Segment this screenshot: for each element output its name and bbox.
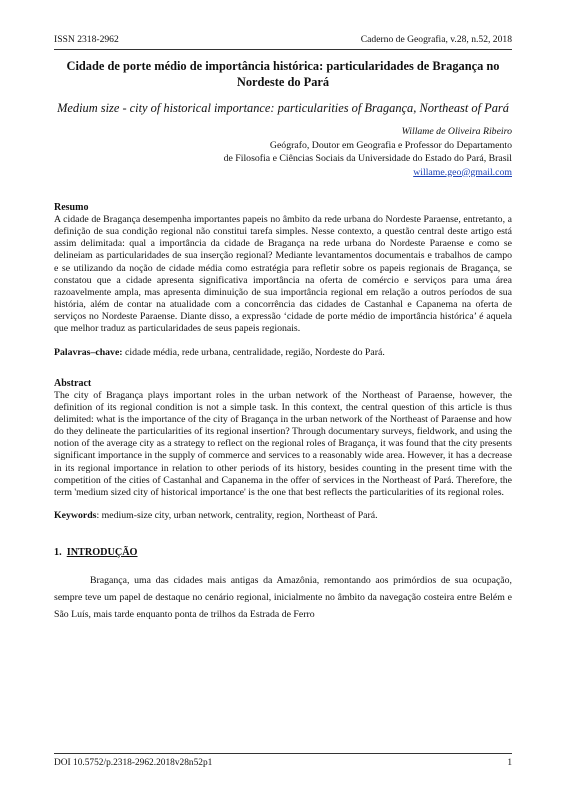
abstract-heading: Abstract (54, 377, 92, 389)
resumo-heading: Resumo (54, 202, 89, 213)
page-number: 1 (507, 758, 512, 768)
keywords (54, 510, 512, 522)
intro-title: INTRODUÇÃO (66, 546, 138, 558)
paper-title: Cidade de porte médio de importância histórica: particularidades de Bragança no Nordeste do Pará (66, 59, 500, 89)
abstract-text: The city of Bragança plays important roles in the urban network of the Northeast of Paraense, however, the definition of its regional condition is not a simple task. In this context, the central question of this article is thus delimited: what is the importance of the city of Bragança in the urban network of the Northeast of Paraense and how do they delineate the particularities of its regional insertion? Through documentary surveys, fieldwork, and using the notion of the average city as a strategy to reflect on the regional roles of Bragança, it was found that the city presents significant importance in the supply of commerce and services to a reasonably wide area. However, it has a decrease in its regional importance in relation to other periods of its history, besides counting in the present time with the competition of the cities of Castanhal and Capanema in the offer of services in the Northeast of Pará. Therefore, the term 'medium sized city of historical importance' is the one that best reflects the particularities of its regional roles. (54, 389, 512, 498)
issn-label: ISSN 2318-2962 (54, 34, 119, 45)
palavras-chave-label: Palavras–chave: (54, 346, 123, 358)
author-affiliation-1: Geógrafo, Doutor em Geografia e Professor do Departamento (269, 139, 512, 151)
paper-subtitle: Medium size - city of historical importance: particularities of Bragança, Northeast of Pará (57, 101, 509, 115)
header-rule (54, 49, 512, 50)
intro-paragraph: Bragança, uma das cidades mais antigas da Amazônia, remontando aos primórdios de sua ocupação, sempre teve um papel de destaque no cenário regional, inicialmente no âmbito da navegação costeira entre Belém e São Luís, mais tarde enquanto ponta de trilhos da Estrada de Ferro (54, 574, 512, 620)
footer-rule (54, 753, 512, 754)
resumo-section (54, 201, 512, 336)
keywords-text: : medium-size city, urban network, centrality, region, Northeast of Pará. (96, 509, 378, 521)
running-footer (54, 758, 512, 768)
author-block (54, 125, 512, 179)
journal-citation: Caderno de Geografia, v.28, n.52, 2018 (360, 34, 512, 45)
intro-heading (54, 547, 512, 558)
author-email-link[interactable]: willame.geo@gmail.com (413, 166, 512, 178)
palavras-chave (54, 347, 512, 359)
keywords-label: Keywords (54, 509, 97, 521)
page-content (54, 58, 512, 623)
running-header (54, 34, 512, 45)
abstract-section (54, 377, 512, 499)
palavras-chave-text: cidade média, rede urbana, centralidade, região, Nordeste do Pará. (122, 346, 385, 358)
doi-label: DOI 10.5752/p.2318-2962.2018v28n52p1 (54, 758, 213, 768)
resumo-text: A cidade de Bragança desempenha importantes papeis no âmbito da rede urbana do Nordeste Paraense, entretanto, a definição de sua condição regional não constitui tarefa simples. Nesse contexto, a questão central deste artigo está assim delimitada: qual a importância da cidade de Bragança na rede urbana do Nordeste Paraense e como se delineiam as particularidades de sua inserção regional? Mediante levantamentos documentais e trabalhos de campo e se utilizando da noção de cidade média como estratégia para refletir sobre os papeis regionais de Bragança, se constatou que a cidade apresenta significativa importância na oferta de comércio e serviços para uma área razoavelmente ampla, mas apresenta diminuição de sua importância regional em relação a outros períodos de sua história, além de contar na atualidade com a concorrência das cidades de Castanhal e Capanema na oferta de serviços no Nordeste Paraense. Diante disso, a expressão ‘cidade de porte médio de importância histórica’ é aquela que melhor traduz as particularidades de seus papeis regionais. (54, 214, 512, 335)
intro-number: 1. (54, 546, 62, 558)
author-affiliation-2: de Filosofia e Ciências Sociais da Universidade do Estado do Pará, Brasil (223, 153, 512, 164)
author-name: Willame de Oliveira Ribeiro (401, 126, 512, 137)
